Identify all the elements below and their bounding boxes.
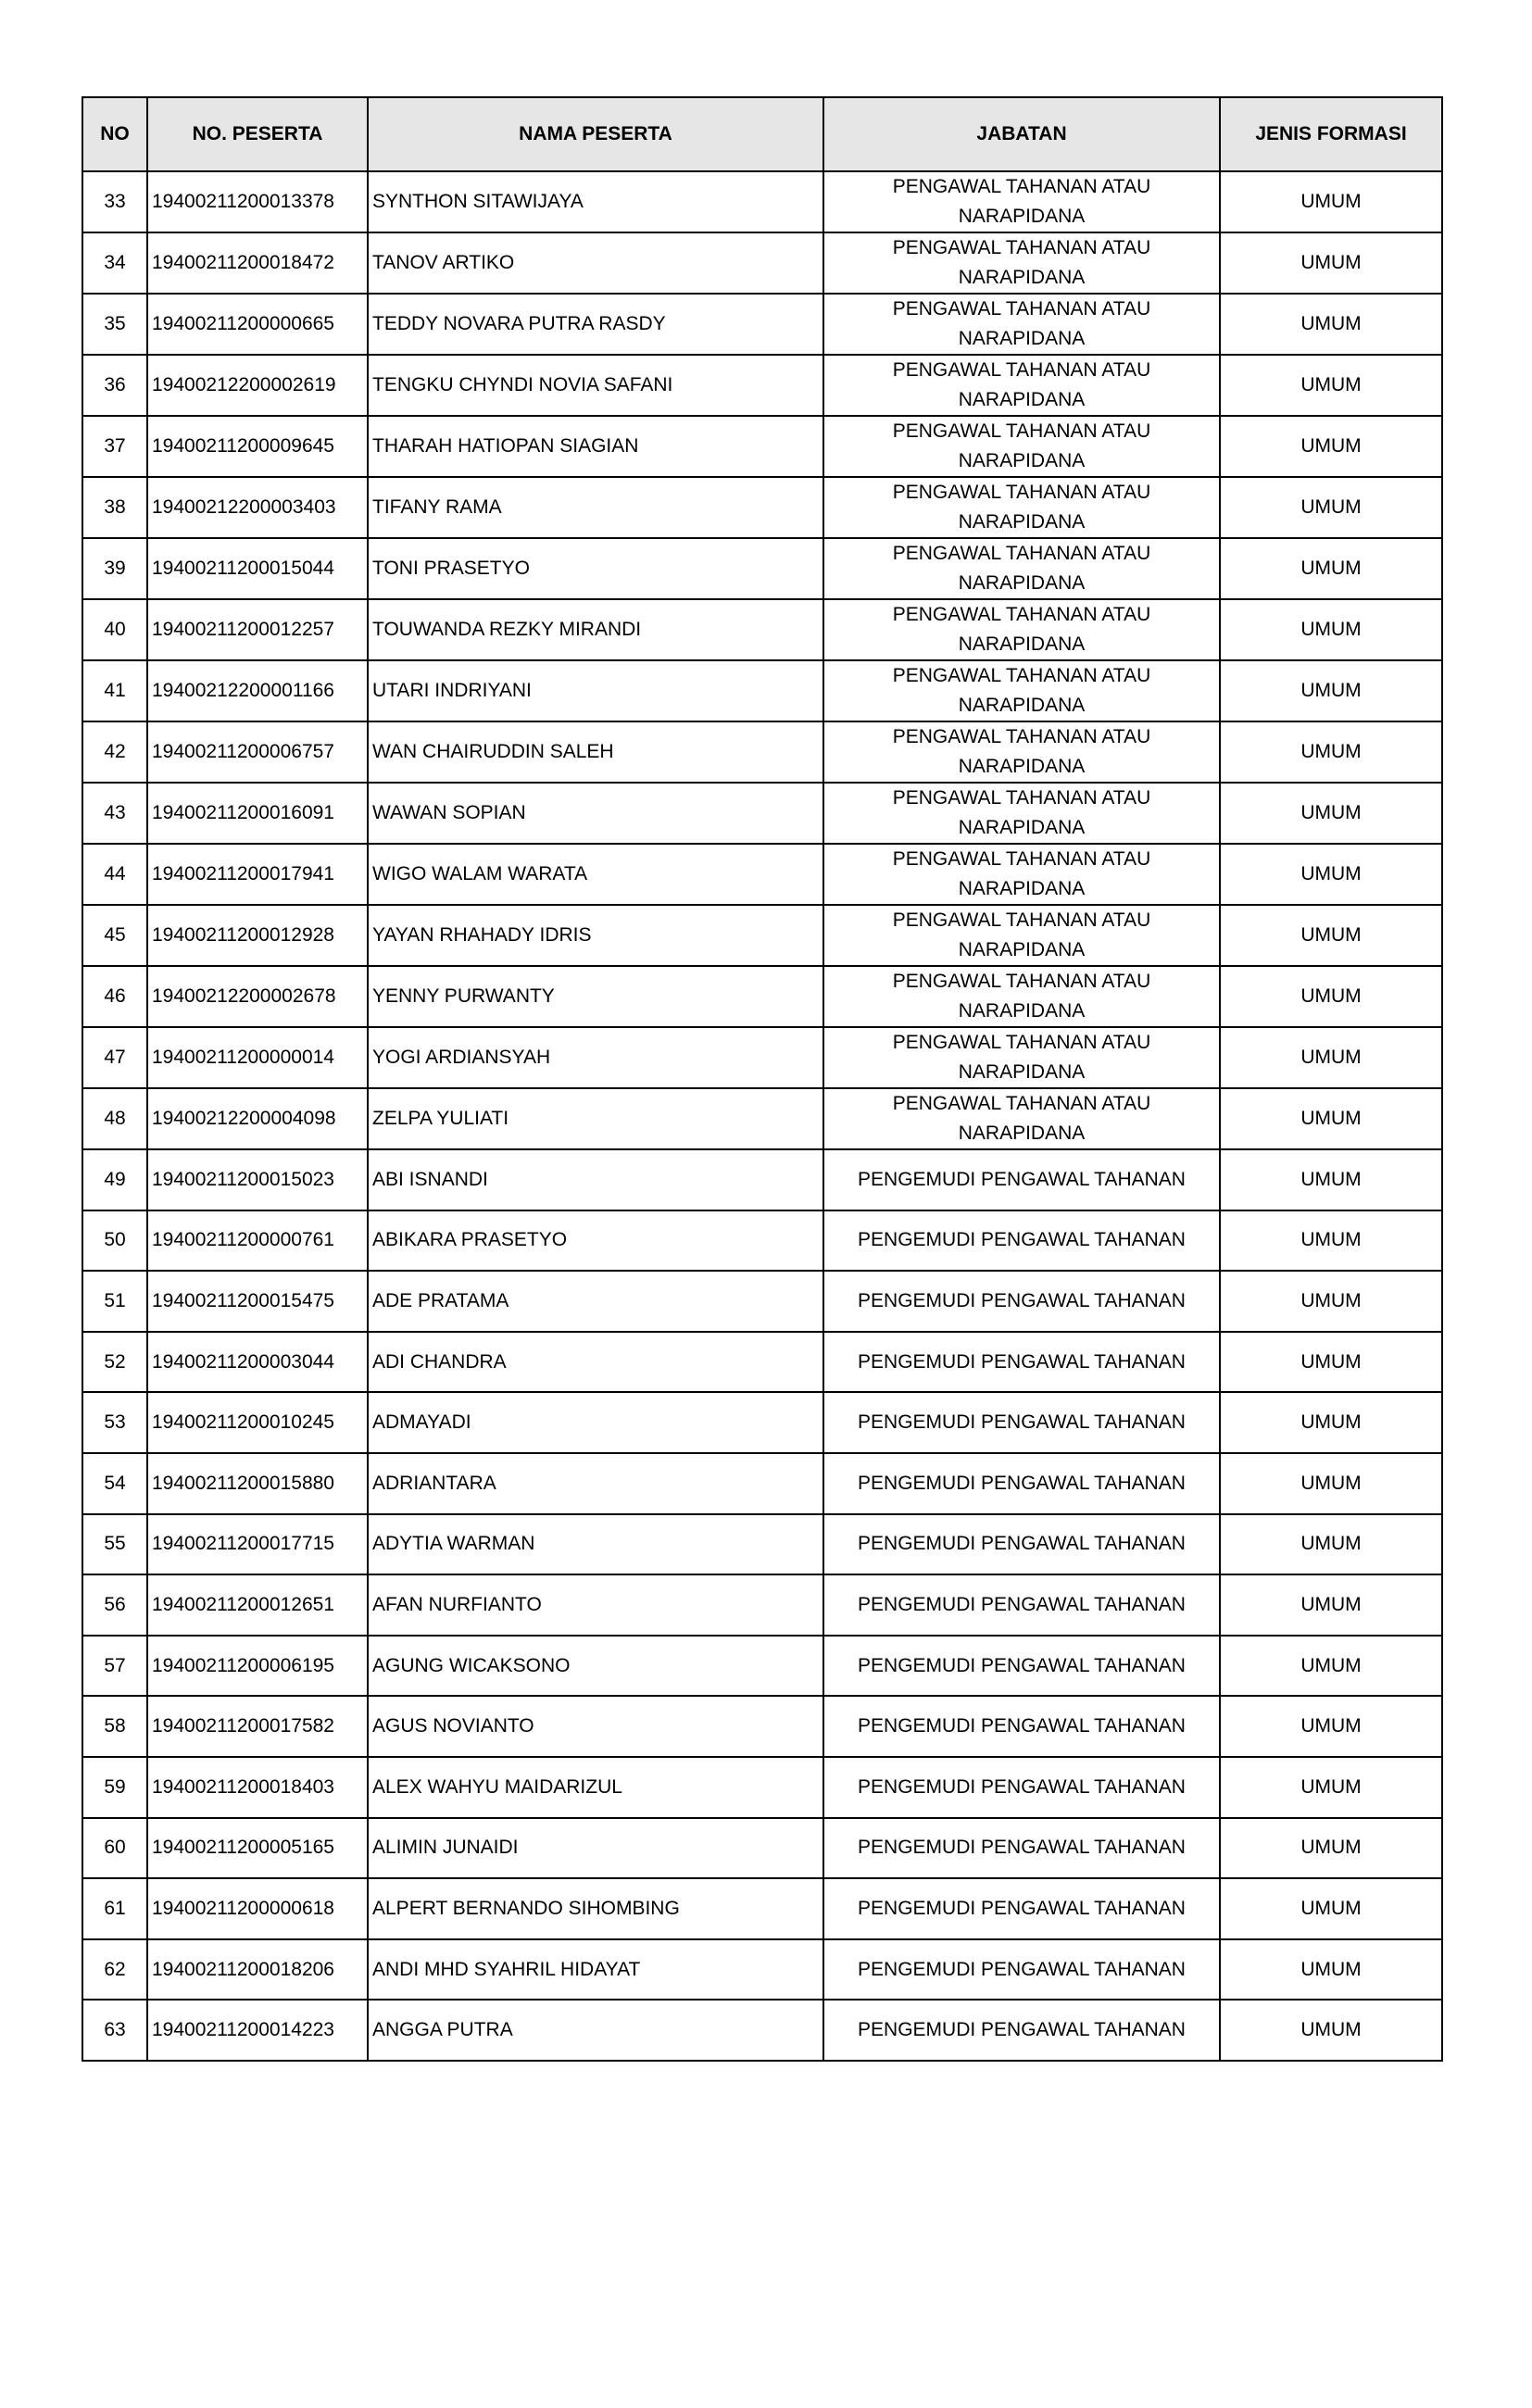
cell-no: 43 <box>82 783 147 844</box>
table-row <box>82 966 1442 1027</box>
cell-jabatan <box>823 1332 1220 1393</box>
cell-no-peserta: 19400211200015880 <box>147 1453 368 1514</box>
cell-jabatan <box>823 966 1220 1027</box>
cell-no: 61 <box>82 1878 147 1939</box>
cell-jenis-formasi: UMUM <box>1220 783 1442 844</box>
cell-no: 40 <box>82 599 147 660</box>
table-header <box>82 97 1442 171</box>
jabatan-line: PENGEMUDI PENGAWAL TAHANAN <box>858 1715 1186 1737</box>
table-row <box>82 721 1442 783</box>
table-row <box>82 171 1442 232</box>
jabatan-line: PENGAWAL TAHANAN ATAU <box>892 971 1151 992</box>
cell-no: 48 <box>82 1088 147 1149</box>
cell-jenis-formasi: UMUM <box>1220 599 1442 660</box>
cell-jenis-formasi: UMUM <box>1220 1757 1442 1818</box>
table-row <box>82 1939 1442 2000</box>
cell-no-peserta: 19400211200014223 <box>147 2000 368 2061</box>
cell-jabatan <box>823 477 1220 538</box>
cell-no-peserta: 19400211200018472 <box>147 232 368 294</box>
jabatan-line: PENGEMUDI PENGAWAL TAHANAN <box>858 1593 1186 1615</box>
cell-no: 39 <box>82 538 147 599</box>
cell-nama-peserta: WAWAN SOPIAN <box>368 783 823 844</box>
jabatan-line: PENGEMUDI PENGAWAL TAHANAN <box>858 1350 1186 1373</box>
cell-nama-peserta: ABI ISNANDI <box>368 1149 823 1210</box>
cell-nama-peserta: YOGI ARDIANSYAH <box>368 1027 823 1088</box>
cell-nama-peserta: AGUS NOVIANTO <box>368 1696 823 1757</box>
cell-jenis-formasi: UMUM <box>1220 1939 1442 2000</box>
jabatan-line: PENGEMUDI PENGAWAL TAHANAN <box>858 1775 1186 1798</box>
table-row <box>82 1088 1442 1149</box>
table-row <box>82 1332 1442 1393</box>
cell-jabatan <box>823 783 1220 844</box>
cell-no: 36 <box>82 355 147 416</box>
cell-jenis-formasi: UMUM <box>1220 1574 1442 1636</box>
table-row <box>82 783 1442 844</box>
cell-nama-peserta: ALEX WAHYU MAIDARIZUL <box>368 1757 823 1818</box>
cell-jenis-formasi: UMUM <box>1220 538 1442 599</box>
jabatan-line: NARAPIDANA <box>958 267 1086 288</box>
cell-jenis-formasi: UMUM <box>1220 1392 1442 1453</box>
cell-jenis-formasi: UMUM <box>1220 905 1442 966</box>
jabatan-line: NARAPIDANA <box>958 511 1086 533</box>
cell-no: 41 <box>82 660 147 721</box>
cell-no-peserta: 19400211200015044 <box>147 538 368 599</box>
cell-jabatan <box>823 1757 1220 1818</box>
cell-jabatan <box>823 1088 1220 1149</box>
cell-jenis-formasi: UMUM <box>1220 1636 1442 1697</box>
cell-no: 59 <box>82 1757 147 1818</box>
cell-jenis-formasi: UMUM <box>1220 1878 1442 1939</box>
cell-jabatan <box>823 1210 1220 1272</box>
cell-no-peserta: 19400212200002619 <box>147 355 368 416</box>
jabatan-line: NARAPIDANA <box>958 695 1086 716</box>
cell-no: 38 <box>82 477 147 538</box>
jabatan-line: PENGAWAL TAHANAN ATAU <box>892 1093 1151 1114</box>
cell-no-peserta: 19400211200018206 <box>147 1939 368 2000</box>
cell-jabatan <box>823 171 1220 232</box>
jabatan-line: PENGAWAL TAHANAN ATAU <box>892 665 1151 686</box>
table-row <box>82 660 1442 721</box>
jabatan-line: NARAPIDANA <box>958 817 1086 838</box>
cell-no-peserta: 19400211200017941 <box>147 844 368 905</box>
jabatan-line: NARAPIDANA <box>958 939 1086 960</box>
cell-jabatan <box>823 294 1220 355</box>
jabatan-line: NARAPIDANA <box>958 389 1086 410</box>
table-row <box>82 599 1442 660</box>
cell-no: 35 <box>82 294 147 355</box>
cell-nama-peserta: TIFANY RAMA <box>368 477 823 538</box>
table-body <box>82 171 1442 2061</box>
cell-jabatan <box>823 1149 1220 1210</box>
cell-jabatan <box>823 1878 1220 1939</box>
cell-no: 50 <box>82 1210 147 1272</box>
jabatan-line: PENGEMUDI PENGAWAL TAHANAN <box>858 1229 1186 1251</box>
cell-no: 37 <box>82 416 147 477</box>
cell-no-peserta: 19400211200012928 <box>147 905 368 966</box>
cell-no-peserta: 19400211200003044 <box>147 1332 368 1393</box>
header-no: NO <box>82 97 147 171</box>
cell-jabatan <box>823 660 1220 721</box>
jabatan-line: PENGEMUDI PENGAWAL TAHANAN <box>858 1411 1186 1434</box>
cell-jabatan <box>823 232 1220 294</box>
cell-jenis-formasi: UMUM <box>1220 1332 1442 1393</box>
cell-no: 63 <box>82 2000 147 2061</box>
jabatan-line: PENGAWAL TAHANAN ATAU <box>892 482 1151 503</box>
jabatan-line: NARAPIDANA <box>958 328 1086 349</box>
cell-jenis-formasi: UMUM <box>1220 844 1442 905</box>
jabatan-line: PENGAWAL TAHANAN ATAU <box>892 237 1151 258</box>
cell-no: 33 <box>82 171 147 232</box>
table-row <box>82 1149 1442 1210</box>
table-row <box>82 1392 1442 1453</box>
table-row <box>82 538 1442 599</box>
cell-jenis-formasi: UMUM <box>1220 171 1442 232</box>
cell-nama-peserta: SYNTHON SITAWIJAYA <box>368 171 823 232</box>
cell-no-peserta: 19400211200009645 <box>147 416 368 477</box>
table-row <box>82 2000 1442 2061</box>
cell-nama-peserta: TOUWANDA REZKY MIRANDI <box>368 599 823 660</box>
cell-no-peserta: 19400211200012651 <box>147 1574 368 1636</box>
cell-jabatan <box>823 2000 1220 2061</box>
cell-no: 34 <box>82 232 147 294</box>
cell-no-peserta: 19400212200001166 <box>147 660 368 721</box>
jabatan-line: PENGAWAL TAHANAN ATAU <box>892 787 1151 809</box>
cell-jenis-formasi: UMUM <box>1220 294 1442 355</box>
cell-no: 42 <box>82 721 147 783</box>
cell-jenis-formasi: UMUM <box>1220 477 1442 538</box>
cell-jenis-formasi: UMUM <box>1220 1271 1442 1332</box>
cell-no: 46 <box>82 966 147 1027</box>
table-row <box>82 1818 1442 1879</box>
cell-jenis-formasi: UMUM <box>1220 355 1442 416</box>
cell-nama-peserta: TEDDY NOVARA PUTRA RASDY <box>368 294 823 355</box>
jabatan-line: PENGAWAL TAHANAN ATAU <box>892 543 1151 564</box>
cell-nama-peserta: TANOV ARTIKO <box>368 232 823 294</box>
cell-jenis-formasi: UMUM <box>1220 1453 1442 1514</box>
jabatan-line: PENGAWAL TAHANAN ATAU <box>892 909 1151 931</box>
cell-nama-peserta: AGUNG WICAKSONO <box>368 1636 823 1697</box>
cell-nama-peserta: ALPERT BERNANDO SIHOMBING <box>368 1878 823 1939</box>
cell-no-peserta: 19400211200017582 <box>147 1696 368 1757</box>
jabatan-line: PENGEMUDI PENGAWAL TAHANAN <box>858 1533 1186 1555</box>
cell-nama-peserta: YAYAN RHAHADY IDRIS <box>368 905 823 966</box>
jabatan-line: PENGAWAL TAHANAN ATAU <box>892 359 1151 381</box>
cell-nama-peserta: WAN CHAIRUDDIN SALEH <box>368 721 823 783</box>
jabatan-line: NARAPIDANA <box>958 206 1086 227</box>
cell-nama-peserta: ADRIANTARA <box>368 1453 823 1514</box>
cell-jabatan <box>823 538 1220 599</box>
cell-nama-peserta: AFAN NURFIANTO <box>368 1574 823 1636</box>
cell-jabatan <box>823 1027 1220 1088</box>
header-nama-peserta: NAMA PESERTA <box>368 97 823 171</box>
cell-no-peserta: 19400212200002678 <box>147 966 368 1027</box>
cell-jabatan <box>823 1453 1220 1514</box>
table-row <box>82 1757 1442 1818</box>
cell-jenis-formasi: UMUM <box>1220 721 1442 783</box>
jabatan-line: NARAPIDANA <box>958 450 1086 471</box>
cell-jenis-formasi: UMUM <box>1220 966 1442 1027</box>
cell-no-peserta: 19400211200017715 <box>147 1514 368 1575</box>
table-row <box>82 477 1442 538</box>
header-jenis-formasi: JENIS FORMASI <box>1220 97 1442 171</box>
cell-jabatan <box>823 1696 1220 1757</box>
cell-jabatan <box>823 1636 1220 1697</box>
cell-nama-peserta: ADYTIA WARMAN <box>368 1514 823 1575</box>
table-row <box>82 905 1442 966</box>
cell-jenis-formasi: UMUM <box>1220 2000 1442 2061</box>
jabatan-line: NARAPIDANA <box>958 1061 1086 1083</box>
cell-no: 56 <box>82 1574 147 1636</box>
cell-no: 47 <box>82 1027 147 1088</box>
table-row <box>82 1636 1442 1697</box>
table-row <box>82 1027 1442 1088</box>
cell-no-peserta: 19400211200015475 <box>147 1271 368 1332</box>
cell-nama-peserta: ADI CHANDRA <box>368 1332 823 1393</box>
cell-nama-peserta: ALIMIN JUNAIDI <box>368 1818 823 1879</box>
cell-jenis-formasi: UMUM <box>1220 1514 1442 1575</box>
cell-nama-peserta: UTARI INDRIYANI <box>368 660 823 721</box>
cell-jabatan <box>823 1271 1220 1332</box>
cell-nama-peserta: ADE PRATAMA <box>368 1271 823 1332</box>
cell-no-peserta: 19400211200016091 <box>147 783 368 844</box>
cell-no-peserta: 19400211200005165 <box>147 1818 368 1879</box>
jabatan-line: NARAPIDANA <box>958 878 1086 899</box>
table-row <box>82 294 1442 355</box>
cell-nama-peserta: YENNY PURWANTY <box>368 966 823 1027</box>
cell-nama-peserta: THARAH HATIOPAN SIAGIAN <box>368 416 823 477</box>
cell-jabatan <box>823 416 1220 477</box>
cell-jabatan <box>823 599 1220 660</box>
jabatan-line: PENGAWAL TAHANAN ATAU <box>892 848 1151 870</box>
cell-nama-peserta: ANGGA PUTRA <box>368 2000 823 2061</box>
cell-jabatan <box>823 1574 1220 1636</box>
jabatan-line: PENGEMUDI PENGAWAL TAHANAN <box>858 2019 1186 2041</box>
jabatan-line: PENGEMUDI PENGAWAL TAHANAN <box>858 1958 1186 1980</box>
jabatan-line: NARAPIDANA <box>958 633 1086 655</box>
jabatan-line: PENGEMUDI PENGAWAL TAHANAN <box>858 1168 1186 1190</box>
table-row <box>82 355 1442 416</box>
header-no-peserta: NO. PESERTA <box>147 97 368 171</box>
cell-no: 55 <box>82 1514 147 1575</box>
cell-jenis-formasi: UMUM <box>1220 1027 1442 1088</box>
cell-no: 53 <box>82 1392 147 1453</box>
cell-no-peserta: 19400211200010245 <box>147 1392 368 1453</box>
cell-jabatan <box>823 1939 1220 2000</box>
cell-no: 44 <box>82 844 147 905</box>
cell-jabatan <box>823 355 1220 416</box>
jabatan-line: PENGEMUDI PENGAWAL TAHANAN <box>858 1897 1186 1919</box>
cell-nama-peserta: ZELPA YULIATI <box>368 1088 823 1149</box>
header-row <box>82 97 1442 171</box>
jabatan-line: PENGAWAL TAHANAN ATAU <box>892 298 1151 320</box>
cell-no-peserta: 19400211200000014 <box>147 1027 368 1088</box>
jabatan-line: PENGAWAL TAHANAN ATAU <box>892 420 1151 442</box>
cell-jabatan <box>823 844 1220 905</box>
cell-jabatan <box>823 721 1220 783</box>
cell-nama-peserta: TONI PRASETYO <box>368 538 823 599</box>
cell-no-peserta: 19400211200000665 <box>147 294 368 355</box>
jabatan-line: PENGEMUDI PENGAWAL TAHANAN <box>858 1289 1186 1311</box>
cell-no-peserta: 19400211200006195 <box>147 1636 368 1697</box>
table-row <box>82 1453 1442 1514</box>
header-jabatan: JABATAN <box>823 97 1220 171</box>
cell-nama-peserta: ADMAYADI <box>368 1392 823 1453</box>
cell-nama-peserta: TENGKU CHYNDI NOVIA SAFANI <box>368 355 823 416</box>
jabatan-line: NARAPIDANA <box>958 572 1086 594</box>
cell-no-peserta: 19400211200000761 <box>147 1210 368 1272</box>
jabatan-line: NARAPIDANA <box>958 1122 1086 1144</box>
table-row <box>82 1696 1442 1757</box>
jabatan-line: PENGEMUDI PENGAWAL TAHANAN <box>858 1654 1186 1676</box>
cell-jenis-formasi: UMUM <box>1220 232 1442 294</box>
cell-jabatan <box>823 905 1220 966</box>
cell-no-peserta: 19400211200018403 <box>147 1757 368 1818</box>
participant-table <box>82 96 1443 2062</box>
jabatan-line: NARAPIDANA <box>958 1000 1086 1022</box>
cell-no-peserta: 19400211200012257 <box>147 599 368 660</box>
cell-no: 57 <box>82 1636 147 1697</box>
cell-jenis-formasi: UMUM <box>1220 416 1442 477</box>
cell-jenis-formasi: UMUM <box>1220 1818 1442 1879</box>
table-row <box>82 232 1442 294</box>
table-row <box>82 844 1442 905</box>
cell-jabatan <box>823 1818 1220 1879</box>
table-row <box>82 1878 1442 1939</box>
cell-jenis-formasi: UMUM <box>1220 1210 1442 1272</box>
cell-no: 62 <box>82 1939 147 2000</box>
jabatan-line: PENGAWAL TAHANAN ATAU <box>892 726 1151 747</box>
cell-no-peserta: 19400212200003403 <box>147 477 368 538</box>
table-row <box>82 1574 1442 1636</box>
cell-no: 58 <box>82 1696 147 1757</box>
cell-jenis-formasi: UMUM <box>1220 1696 1442 1757</box>
cell-no: 45 <box>82 905 147 966</box>
cell-jabatan <box>823 1392 1220 1453</box>
cell-nama-peserta: ABIKARA PRASETYO <box>368 1210 823 1272</box>
cell-no: 52 <box>82 1332 147 1393</box>
jabatan-line: PENGAWAL TAHANAN ATAU <box>892 176 1151 197</box>
jabatan-line: PENGEMUDI PENGAWAL TAHANAN <box>858 1472 1186 1494</box>
cell-no-peserta: 19400211200015023 <box>147 1149 368 1210</box>
table-row <box>82 1514 1442 1575</box>
jabatan-line: PENGAWAL TAHANAN ATAU <box>892 1032 1151 1053</box>
jabatan-line: NARAPIDANA <box>958 756 1086 777</box>
cell-no: 54 <box>82 1453 147 1514</box>
table-row <box>82 416 1442 477</box>
jabatan-line: PENGEMUDI PENGAWAL TAHANAN <box>858 1837 1186 1859</box>
cell-jenis-formasi: UMUM <box>1220 1149 1442 1210</box>
cell-jabatan <box>823 1514 1220 1575</box>
cell-jenis-formasi: UMUM <box>1220 660 1442 721</box>
cell-no-peserta: 19400212200004098 <box>147 1088 368 1149</box>
cell-no: 60 <box>82 1818 147 1879</box>
cell-no: 51 <box>82 1271 147 1332</box>
cell-jenis-formasi: UMUM <box>1220 1088 1442 1149</box>
cell-no-peserta: 19400211200006757 <box>147 721 368 783</box>
cell-nama-peserta: WIGO WALAM WARATA <box>368 844 823 905</box>
cell-no-peserta: 19400211200000618 <box>147 1878 368 1939</box>
cell-no: 49 <box>82 1149 147 1210</box>
cell-nama-peserta: ANDI MHD SYAHRIL HIDAYAT <box>368 1939 823 2000</box>
table-row <box>82 1210 1442 1272</box>
jabatan-line: PENGAWAL TAHANAN ATAU <box>892 604 1151 625</box>
cell-no-peserta: 19400211200013378 <box>147 171 368 232</box>
table-row <box>82 1271 1442 1332</box>
